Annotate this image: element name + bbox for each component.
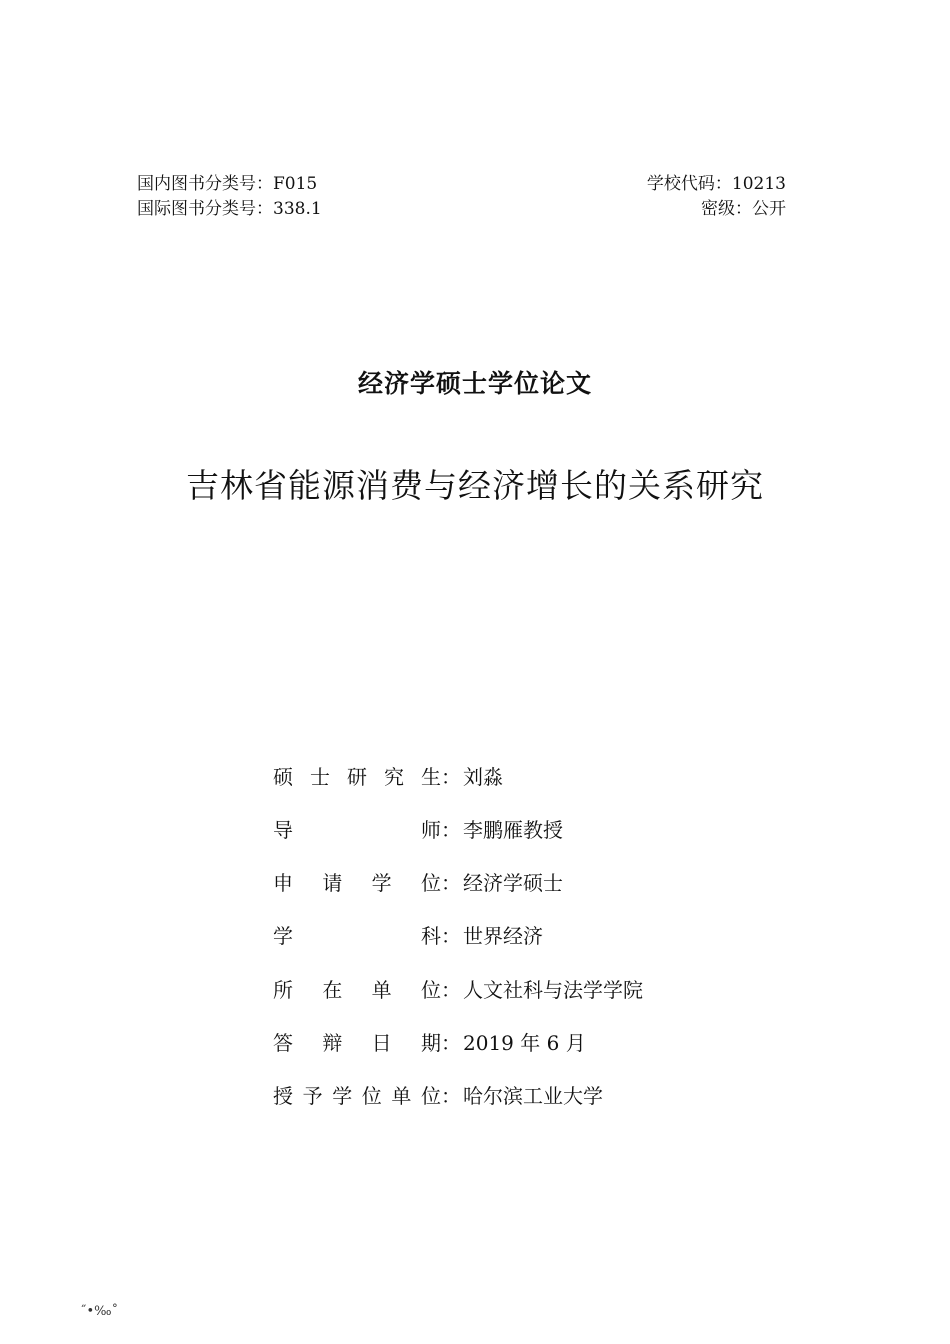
info-value-discipline: 世界经济	[463, 924, 543, 949]
info-value-unit: 人文社科与法学学院	[463, 977, 643, 1002]
info-value-advisor: 李鹏雁教授	[463, 817, 563, 842]
info-label: 硕 士 研 究 生	[273, 764, 441, 789]
degree-type-heading: 经济学硕士学位论文	[357, 369, 592, 398]
info-label: 导 师	[273, 817, 441, 842]
security-level: 密级：公开	[701, 199, 786, 219]
info-label: 授 予 学 位 单 位	[273, 1084, 441, 1109]
thesis-info-block	[273, 760, 643, 1133]
school-code: 学校代码：10213	[646, 174, 786, 194]
info-label: 学 科	[273, 924, 441, 949]
domestic-classification: 国内图书分类号：F015	[137, 174, 318, 194]
info-row-granting-unit: 授 予 学 位 单 位 ： 哈尔滨工业大学	[273, 1080, 643, 1110]
info-row-degree: 申 请 学 位 ： 经济学硕士	[273, 867, 643, 897]
info-label: 所 在 单 位	[273, 977, 441, 1002]
info-row-defense-date: 答 辩 日 期 ： 2019 年 6 月	[273, 1026, 643, 1056]
footer-mark: ˝•‰˚	[80, 1304, 119, 1319]
info-value-degree: 经济学硕士	[463, 871, 563, 896]
thesis-title: 吉林省能源消费与经济增长的关系研究	[186, 466, 764, 505]
info-row-student: 硕 士 研 究 生 ： 刘淼	[273, 760, 643, 790]
info-value-defense-date: 2019 年 6 月	[463, 1030, 586, 1055]
info-label: 申 请 学 位	[273, 871, 441, 896]
info-row-unit: 所 在 单 位 ： 人文社科与法学学院	[273, 973, 643, 1003]
info-row-advisor: 导 师 ： 李鹏雁教授	[273, 813, 643, 843]
info-label: 答 辩 日 期	[273, 1030, 441, 1055]
info-row-discipline: 学 科 ： 世界经济	[273, 920, 643, 950]
info-value-granting-unit: 哈尔滨工业大学	[463, 1084, 603, 1109]
international-classification: 国际图书分类号：338.1	[137, 199, 322, 219]
info-value-student: 刘淼	[463, 764, 503, 789]
